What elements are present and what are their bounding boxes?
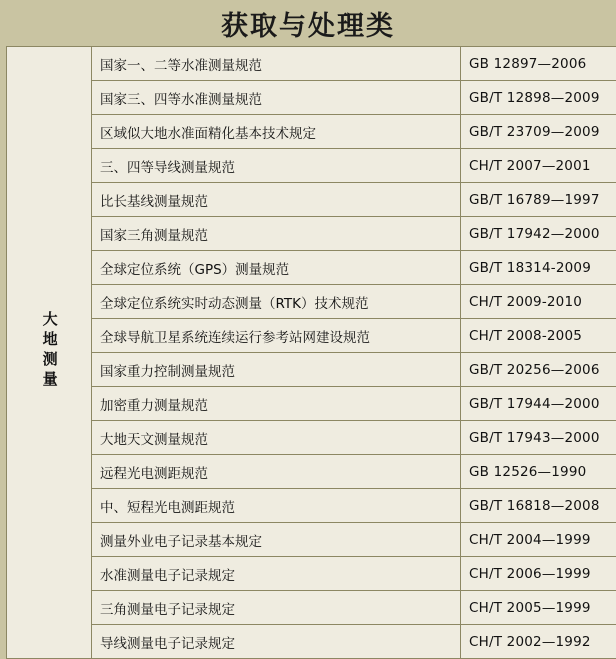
standard-code-cell: CH/T 2008-2005: [461, 319, 616, 353]
table-row: [7, 353, 616, 387]
standard-code-cell: CH/T 2009-2010: [461, 285, 616, 319]
standard-name-cell: 测量外业电子记录基本规定: [92, 523, 461, 557]
standard-name-cell: 三角测量电子记录规定: [92, 591, 461, 625]
table-row: [7, 285, 616, 319]
standard-name-cell: 中、短程光电测距规范: [92, 489, 461, 523]
standards-table-container: [0, 46, 616, 659]
page-title: 获取与处理类: [221, 4, 395, 43]
category-label: 大地测量: [40, 311, 57, 391]
standard-name-cell: 区域似大地水准面精化基本技术规定: [92, 115, 461, 149]
table-row: [7, 183, 616, 217]
table-body: [7, 47, 616, 659]
standard-code-cell: GB/T 18314-2009: [461, 251, 616, 285]
standard-code-cell: CH/T 2005—1999: [461, 591, 616, 625]
standard-code-cell: GB/T 17943—2000: [461, 421, 616, 455]
table-row: [7, 81, 616, 115]
standard-code-cell: GB/T 17942—2000: [461, 217, 616, 251]
table-row: [7, 489, 616, 523]
standard-name-cell: 国家三角测量规范: [92, 217, 461, 251]
standard-code-cell: CH/T 2002—1992: [461, 625, 616, 659]
standard-name-cell: 三、四等导线测量规范: [92, 149, 461, 183]
table-row: [7, 217, 616, 251]
standard-name-cell: 导线测量电子记录规定: [92, 625, 461, 659]
table-row: [7, 455, 616, 489]
standard-name-cell: 比长基线测量规范: [92, 183, 461, 217]
table-row: [7, 625, 616, 659]
table-row: [7, 149, 616, 183]
table-row: [7, 251, 616, 285]
table-row: [7, 319, 616, 353]
table-row: [7, 421, 616, 455]
standard-code-cell: GB/T 17944—2000: [461, 387, 616, 421]
category-cell: [7, 47, 92, 659]
standard-name-cell: 全球导航卫星系统连续运行参考站网建设规范: [92, 319, 461, 353]
table-row: [7, 387, 616, 421]
standard-code-cell: CH/T 2007—2001: [461, 149, 616, 183]
table-row: [7, 47, 616, 81]
standard-name-cell: 国家三、四等水准测量规范: [92, 81, 461, 115]
standard-code-cell: GB/T 16818—2008: [461, 489, 616, 523]
table-row: [7, 557, 616, 591]
table-row: [7, 115, 616, 149]
table-row: [7, 591, 616, 625]
standard-name-cell: 远程光电测距规范: [92, 455, 461, 489]
standard-name-cell: 全球定位系统（GPS）测量规范: [92, 251, 461, 285]
standard-code-cell: GB/T 12898—2009: [461, 81, 616, 115]
page-title-bar: [0, 0, 616, 46]
standard-name-cell: 水准测量电子记录规定: [92, 557, 461, 591]
standard-code-cell: GB/T 23709—2009: [461, 115, 616, 149]
standard-name-cell: 国家一、二等水准测量规范: [92, 47, 461, 81]
standard-code-cell: GB/T 16789—1997: [461, 183, 616, 217]
standard-name-cell: 加密重力测量规范: [92, 387, 461, 421]
standard-code-cell: GB 12897—2006: [461, 47, 616, 81]
standard-code-cell: CH/T 2004—1999: [461, 523, 616, 557]
table-row: [7, 523, 616, 557]
standard-name-cell: 国家重力控制测量规范: [92, 353, 461, 387]
standard-name-cell: 大地天文测量规范: [92, 421, 461, 455]
standard-code-cell: GB 12526—1990: [461, 455, 616, 489]
standard-code-cell: GB/T 20256—2006: [461, 353, 616, 387]
standard-name-cell: 全球定位系统实时动态测量（RTK）技术规范: [92, 285, 461, 319]
standards-table: [6, 46, 616, 659]
standard-code-cell: CH/T 2006—1999: [461, 557, 616, 591]
